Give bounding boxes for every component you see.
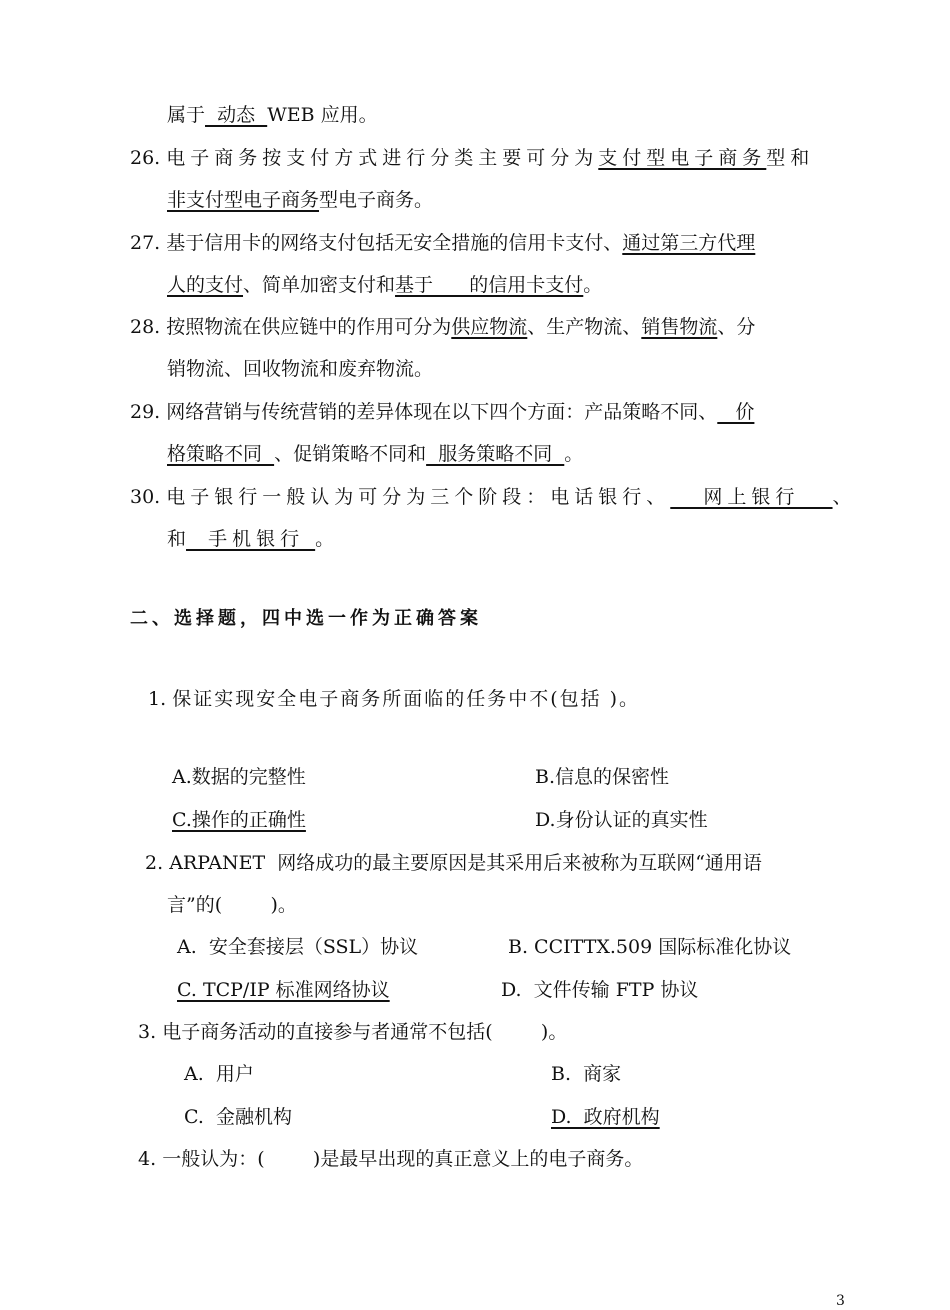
- item-27-text: 基于信用卡的网络支付包括无安全措施的信用卡支付、: [166, 232, 623, 254]
- item-30-answer-b: 手机银行: [186, 528, 316, 550]
- item-27-text-3: 。: [583, 274, 603, 296]
- question-text: 电子商务活动的直接参与者通常不包括( )。: [162, 1021, 568, 1043]
- item-26-text: 电子商务按支付方式进行分类主要可分为: [166, 147, 599, 169]
- question-text: 保证实现安全电子商务所面临的任务中不(包括 )。: [172, 688, 641, 710]
- mc-1-option-d: D.身份认证的真实性: [535, 809, 708, 831]
- item-29-answer-a: 价: [717, 401, 755, 423]
- mc-question-4: [138, 1146, 643, 1172]
- item-27-answer-a-cont: 人的支付: [167, 274, 244, 296]
- item-25-text-end: WEB 应用。: [267, 104, 378, 126]
- item-number: 28.: [130, 316, 161, 338]
- mc-3-option-d: D. 政府机构: [551, 1106, 660, 1128]
- item-30-text-3: 和: [167, 528, 187, 550]
- item-30-line-2: [167, 526, 334, 552]
- question-number: 1.: [148, 688, 167, 710]
- mc-2-option-b: B. CCITTX.509 国际标准化协议: [508, 936, 792, 958]
- item-28-text-4: 销物流、回收物流和废弃物流。: [167, 358, 434, 380]
- item-28-text: 按照物流在供应链中的作用可分为: [166, 316, 452, 338]
- item-27-answer-a: 通过第三方代理: [622, 232, 756, 254]
- item-29-line-2: [167, 441, 583, 467]
- mc-2-option-a: A. 安全套接层（SSL）协议: [177, 936, 419, 958]
- item-25-answer: 动态: [205, 104, 268, 126]
- question-text: ARPANET 网络成功的最主要原因是其采用后来被称为互联网“通用语: [169, 852, 762, 874]
- mc-question-2-cont: 言”的( )。: [167, 894, 297, 916]
- item-number: 26.: [130, 147, 161, 169]
- page-number: 3: [836, 1293, 845, 1309]
- item-28-text-2: 、生产物流、: [527, 316, 642, 338]
- mc-question-1: [148, 686, 640, 712]
- question-number: 4.: [138, 1148, 157, 1170]
- item-30-answer-a: 网上银行: [670, 486, 833, 508]
- item-27-text-2: 、简单加密支付和: [243, 274, 396, 296]
- item-25-text: 属于: [167, 104, 206, 126]
- item-26-text-2: 型和: [766, 147, 815, 169]
- mc-question-2: [145, 850, 762, 876]
- item-26-answer-a: 支付型电子商务: [598, 147, 767, 169]
- item-28-line-1: [130, 314, 755, 340]
- item-29-answer-b: 服务策略不同: [426, 443, 565, 465]
- item-26-text-3: 型电子商务。: [319, 189, 434, 211]
- question-text: 一般认为：( )是最早出现的真正意义上的电子商务。: [162, 1148, 644, 1170]
- item-26-answer-b: 非支付型电子商务: [167, 189, 320, 211]
- item-30-text-4: 。: [315, 528, 335, 550]
- item-30-text-2: 、: [832, 486, 852, 508]
- section-heading: 二、选择题，四中选一作为正确答案: [130, 608, 482, 629]
- item-28-answer-a: 供应物流: [451, 316, 528, 338]
- item-28-line-2: [167, 356, 433, 382]
- question-number: 2.: [145, 852, 164, 874]
- item-29-text-2: 、促销策略不同和: [274, 443, 427, 465]
- item-28-text-3: 、分: [717, 316, 756, 338]
- item-28-answer-b: 销售物流: [641, 316, 718, 338]
- item-29-text: 网络营销与传统营销的差异体现在以下四个方面：产品策略不同、: [166, 401, 718, 423]
- item-30-text: 电子银行一般认为可分为三个阶段：电话银行、: [166, 486, 671, 508]
- item-29-text-3: 。: [564, 443, 584, 465]
- item-25-continuation: [167, 102, 378, 128]
- mc-1-option-c: C.操作的正确性: [172, 809, 306, 831]
- item-number: 30.: [130, 486, 161, 508]
- mc-3-option-a: A. 用户: [184, 1063, 254, 1085]
- item-number: 29.: [130, 401, 161, 423]
- item-30-line-1: [130, 484, 852, 510]
- item-26-line-1: [130, 145, 814, 171]
- item-27-answer-b: 基于 的信用卡支付: [395, 274, 584, 296]
- mc-2-option-d: D. 文件传输 FTP 协议: [501, 979, 699, 1001]
- item-27-line-1: [130, 230, 755, 256]
- item-number: 27.: [130, 232, 161, 254]
- mc-1-option-b: B.信息的保密性: [535, 766, 670, 788]
- mc-3-option-b: B. 商家: [551, 1063, 622, 1085]
- mc-3-option-c: C. 金融机构: [184, 1106, 292, 1128]
- item-29-line-1: [130, 399, 754, 425]
- item-27-line-2: [167, 272, 602, 298]
- question-number: 3.: [138, 1021, 157, 1043]
- mc-1-option-a: A.数据的完整性: [172, 766, 306, 788]
- item-29-answer-a-cont: 格策略不同: [167, 443, 275, 465]
- mc-question-3: [138, 1019, 567, 1045]
- mc-2-option-c: C. TCP/IP 标准网络协议: [177, 979, 390, 1001]
- item-26-line-2: [167, 187, 433, 213]
